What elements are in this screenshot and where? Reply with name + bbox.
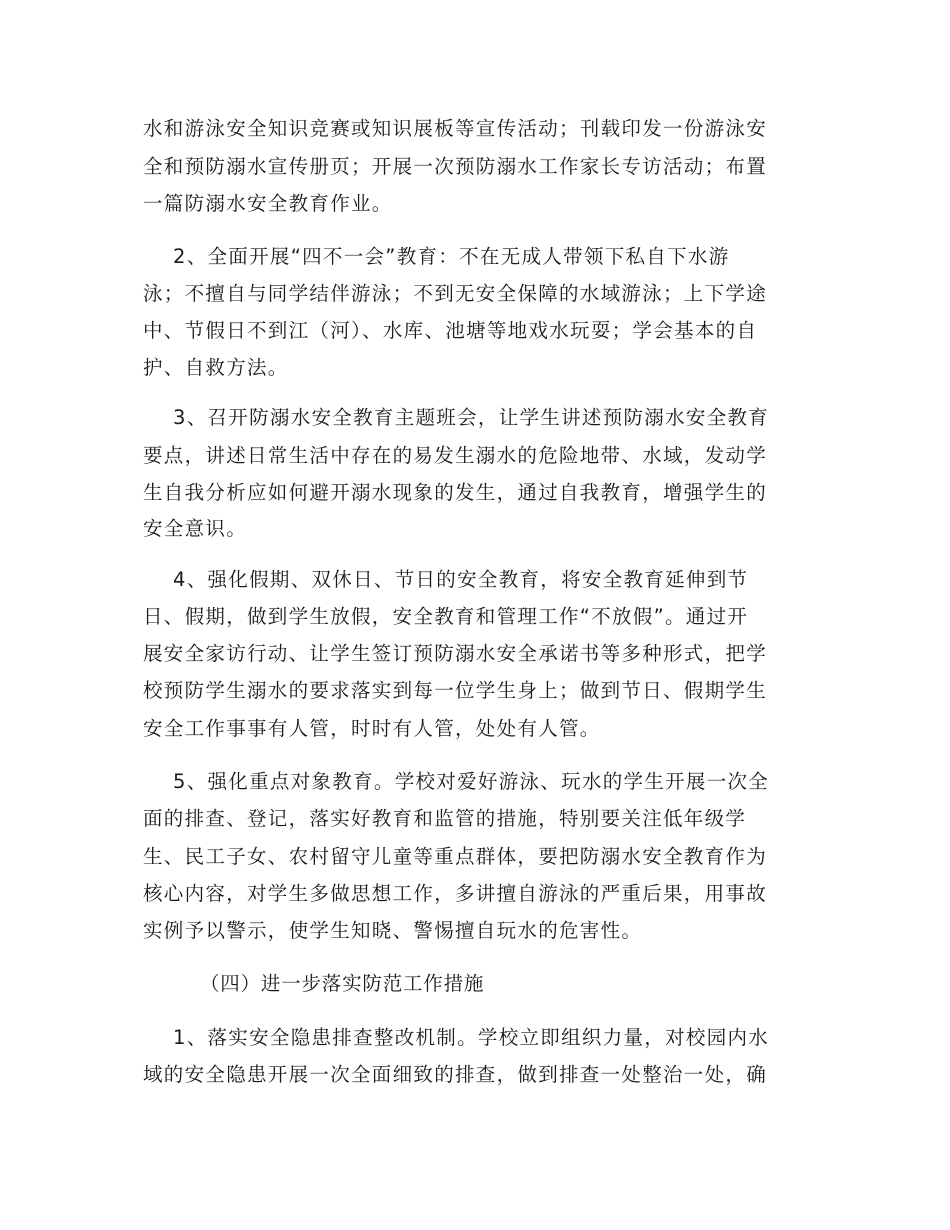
text-line: 日、假期，做到学生放假，安全教育和管理工作“不放假”。通过开 — [143, 605, 749, 628]
text-line: 水和游泳安全知识竞赛或知识展板等宣传活动；刊载印发一份游泳安 — [143, 117, 768, 140]
text-line: 核心内容，对学生多做思想工作，多讲擅自游泳的严重后果，用事故 — [143, 882, 768, 905]
text-line: 实例予以警示，使学生知晓、警惕擅自玩水的危害性。 — [143, 919, 643, 942]
text-line: 中、节假日不到江（河）、水库、池塘等地戏水玩耍；学会基本的自 — [143, 319, 758, 342]
text-line: 一篇防溺水安全教育作业。 — [143, 192, 393, 215]
text-line: 泳；不擅自与同学结伴游泳；不到无安全保障的水域游泳；上下学途 — [143, 282, 768, 305]
text-line: 4、强化假期、双休日、节日的安全教育，将安全教育延伸到节 — [143, 568, 749, 591]
text-line: 安全意识。 — [143, 517, 248, 540]
text-line: 展安全家访行动、让学生签订预防溺水安全承诺书等多种形式，把学 — [143, 642, 768, 665]
text-line: 2、全面开展“四不一会”教育：不在无成人带领下私自下水游 — [143, 245, 730, 268]
section-heading: （四）进一步落实防范工作措施 — [200, 972, 485, 995]
text-line: 安全工作事事有人管，时时有人管，处处有人管。 — [143, 717, 601, 740]
text-line: 要点，讲述日常生活中存在的易发生溺水的危险地带、水域，发动学 — [143, 444, 768, 467]
text-line: 面的排查、登记，落实好教育和监管的措施，特别要关注低年级学 — [143, 807, 747, 830]
text-line: 5、强化重点对象教育。学校对爱好游泳、玩水的学生开展一次全 — [143, 770, 770, 793]
text-line: 校预防学生溺水的要求落实到每一位学生身上；做到节日、假期学生 — [143, 679, 768, 702]
text-line: 护、自救方法。 — [143, 356, 289, 379]
text-line: 生、民工子女、农村留守儿童等重点群体，要把防溺水安全教育作为 — [143, 845, 768, 868]
text-line: 1、落实安全隐患排查整改机制。学校立即组织力量，对校园内水 — [143, 1026, 770, 1049]
text-line: 3、召开防溺水安全教育主题班会，让学生讲述预防溺水安全教育 — [143, 406, 770, 429]
text-line: 域的安全隐患开展一次全面细致的排查，做到排查一处整治一处，确 — [143, 1063, 768, 1086]
text-line: 全和预防溺水宣传册页；开展一次预防溺水工作家长专访活动；布置 — [143, 155, 768, 178]
text-line: 生自我分析应如何避开溺水现象的发生，通过自我教育，增强学生的 — [143, 481, 768, 504]
